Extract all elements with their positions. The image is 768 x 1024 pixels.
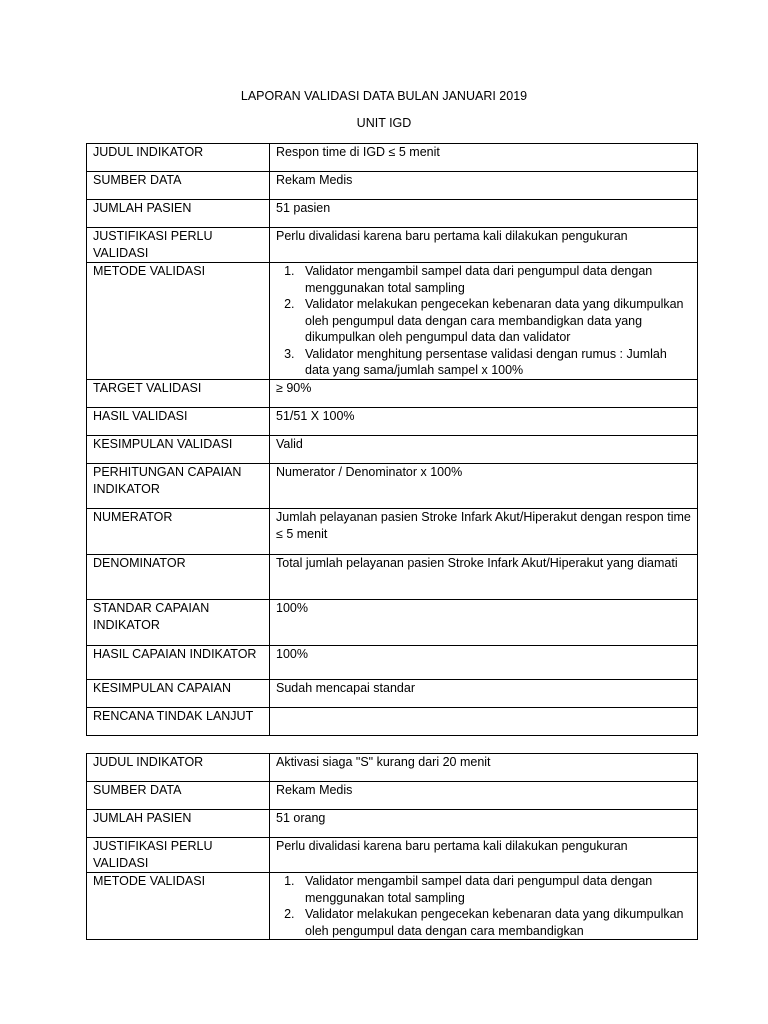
row-label: HASIL CAPAIAN INDIKATOR <box>87 645 270 679</box>
row-label: RENCANA TINDAK LANJUT <box>87 707 270 735</box>
row-label: METODE VALIDASI <box>87 873 270 940</box>
table-row <box>87 144 698 172</box>
row-label: SUMBER DATA <box>87 172 270 200</box>
table-row <box>87 754 698 782</box>
table-row <box>87 379 698 407</box>
table-row <box>87 172 698 200</box>
row-value: Aktivasi siaga "S" kurang dari 20 menit <box>270 754 698 782</box>
table-row <box>87 200 698 228</box>
table-row <box>87 679 698 707</box>
row-value: Perlu divalidasi karena baru pertama kali dilakukan pengukuran <box>270 838 698 873</box>
table-row <box>87 407 698 435</box>
row-value: Rekam Medis <box>270 782 698 810</box>
row-value: 100% <box>270 645 698 679</box>
row-value: Sudah mencapai standar <box>270 679 698 707</box>
row-value <box>270 263 698 380</box>
table-row <box>87 873 698 940</box>
table-row <box>87 810 698 838</box>
row-label: KESIMPULAN CAPAIAN <box>87 679 270 707</box>
row-label: JUMLAH PASIEN <box>87 200 270 228</box>
row-label: DENOMINATOR <box>87 554 270 599</box>
list-item: 1. Validator mengambil sampel data dari pengumpul data dengan menggunakan total sampling <box>298 263 691 296</box>
table-row <box>87 838 698 873</box>
list-item: 1. Validator mengambil sampel data dari pengumpul data dengan menggunakan total sampling <box>298 873 691 906</box>
row-label: JUSTIFIKASI PERLU VALIDASI <box>87 838 270 873</box>
table-row <box>87 508 698 554</box>
table-row <box>87 707 698 735</box>
row-value: 100% <box>270 599 698 645</box>
row-value: 51 orang <box>270 810 698 838</box>
table-row <box>87 263 698 380</box>
row-value: 51 pasien <box>270 200 698 228</box>
table-row <box>87 463 698 508</box>
row-value: Respon time di IGD ≤ 5 menit <box>270 144 698 172</box>
table-row <box>87 228 698 263</box>
report-title: LAPORAN VALIDASI DATA BULAN JANUARI 2019 <box>240 89 528 103</box>
list-item: 3. Validator menghitung persentase validasi dengan rumus : Jumlah data yang sama/jumlah sampel x 100% <box>298 346 691 379</box>
table-row <box>87 645 698 679</box>
row-label: JUSTIFIKASI PERLU VALIDASI <box>87 228 270 263</box>
row-label: NUMERATOR <box>87 508 270 554</box>
row-value: Numerator / Denominator x 100% <box>270 463 698 508</box>
table-row <box>87 782 698 810</box>
row-value: Perlu divalidasi karena baru pertama kali dilakukan pengukuran <box>270 228 698 263</box>
report-unit: UNIT IGD <box>356 116 412 130</box>
table-row <box>87 435 698 463</box>
indicator-table-2 <box>86 753 698 940</box>
row-value: ≥ 90% <box>270 379 698 407</box>
row-label: JUDUL INDIKATOR <box>87 754 270 782</box>
row-label: KESIMPULAN VALIDASI <box>87 435 270 463</box>
row-value: Valid <box>270 435 698 463</box>
row-label: JUDUL INDIKATOR <box>87 144 270 172</box>
row-label: METODE VALIDASI <box>87 263 270 380</box>
row-value: Total jumlah pelayanan pasien Stroke Infark Akut/Hiperakut yang diamati <box>270 554 698 599</box>
row-label: SUMBER DATA <box>87 782 270 810</box>
row-value: 51/51 X 100% <box>270 407 698 435</box>
row-value: Rekam Medis <box>270 172 698 200</box>
method-steps <box>276 873 691 939</box>
row-label: HASIL VALIDASI <box>87 407 270 435</box>
row-value: Jumlah pelayanan pasien Stroke Infark Akut/Hiperakut dengan respon time ≤ 5 menit <box>270 508 698 554</box>
row-value <box>270 873 698 940</box>
row-label: PERHITUNGAN CAPAIAN INDIKATOR <box>87 463 270 508</box>
table-row <box>87 599 698 645</box>
table-row <box>87 554 698 599</box>
indicator-table-1 <box>86 143 698 736</box>
row-label: TARGET VALIDASI <box>87 379 270 407</box>
row-label: JUMLAH PASIEN <box>87 810 270 838</box>
list-item: 2. Validator melakukan pengecekan kebenaran data yang dikumpulkan oleh pengumpul data dengan cara membandigkan data yang dikumpulkan oleh pengumpul data dan validator <box>298 296 691 346</box>
list-item: 2. Validator melakukan pengecekan kebenaran data yang dikumpulkan oleh pengumpul data dengan cara membandigkan <box>298 906 691 939</box>
method-steps <box>276 263 691 379</box>
row-label: STANDAR CAPAIAN INDIKATOR <box>87 599 270 645</box>
row-value <box>270 707 698 735</box>
